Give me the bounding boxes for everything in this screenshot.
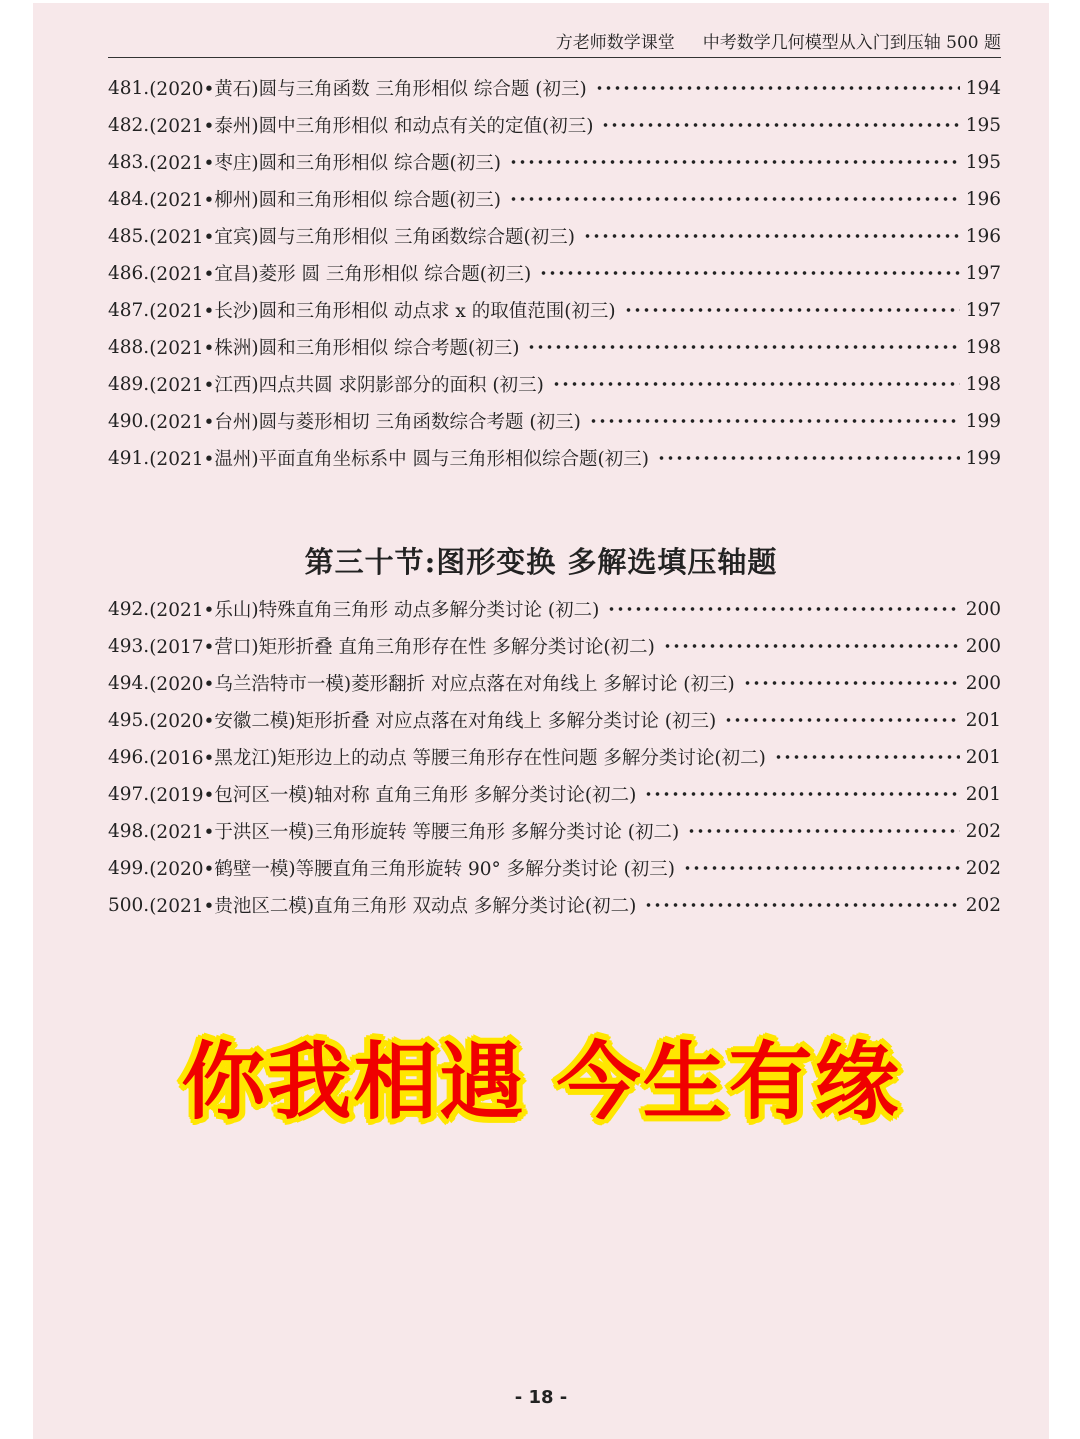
entry-page: 198 bbox=[965, 373, 1001, 395]
entry-number: 500. bbox=[108, 894, 150, 916]
entry-number: 487. bbox=[108, 299, 150, 321]
entry-number: 497. bbox=[108, 783, 150, 805]
entry-number: 494. bbox=[108, 672, 150, 694]
entry-page: 195 bbox=[965, 151, 1001, 173]
entry-page: 200 bbox=[965, 672, 1001, 694]
entry-title: (2021•于洪区一模)三角形旋转 等腰三角形 多解分类讨论 (初二) bbox=[149, 822, 680, 843]
entry-title: (2021•乐山)特殊直角三角形 动点多解分类讨论 (初二) bbox=[149, 600, 600, 621]
dot-leader bbox=[552, 381, 960, 387]
toc-entry[interactable] bbox=[108, 369, 1001, 399]
dot-leader bbox=[595, 85, 960, 91]
toc-entry[interactable] bbox=[108, 594, 1001, 624]
entry-number: 491. bbox=[108, 447, 150, 469]
dot-leader bbox=[774, 754, 960, 760]
entry-number: 496. bbox=[108, 746, 150, 768]
dot-leader bbox=[644, 791, 959, 797]
entry-page: 201 bbox=[965, 783, 1001, 805]
toc-entry[interactable] bbox=[108, 742, 1001, 772]
dot-leader bbox=[683, 865, 960, 871]
dot-leader bbox=[601, 122, 959, 128]
dot-leader bbox=[527, 344, 959, 350]
dot-leader bbox=[724, 717, 959, 723]
entry-title: (2021•枣庄)圆和三角形相似 综合题(初三) bbox=[149, 153, 501, 174]
entry-number: 489. bbox=[108, 373, 150, 395]
entry-number: 482. bbox=[108, 114, 150, 136]
entry-title: (2020•鹤壁一模)等腰直角三角形旋转 90° 多解分类讨论 (初三) bbox=[149, 859, 676, 880]
toc-entry[interactable] bbox=[108, 816, 1001, 846]
entry-title: (2020•黄石)圆与三角函数 三角形相似 综合题 (初三) bbox=[149, 79, 587, 100]
running-header bbox=[108, 31, 1001, 58]
entry-number: 488. bbox=[108, 336, 150, 358]
toc-entry[interactable] bbox=[108, 147, 1001, 177]
entry-title: (2021•泰州)圆中三角形相似 和动点有关的定值(初三) bbox=[149, 116, 594, 137]
entry-page: 199 bbox=[965, 410, 1001, 432]
entry-number: 493. bbox=[108, 635, 150, 657]
entry-title: (2021•柳州)圆和三角形相似 综合题(初三) bbox=[149, 190, 501, 211]
entry-title: (2020•安徽二模)矩形折叠 对应点落在对角线上 多解分类讨论 (初三) bbox=[149, 711, 717, 732]
entry-page: 195 bbox=[965, 114, 1001, 136]
entry-number: 484. bbox=[108, 188, 150, 210]
toc-entry[interactable] bbox=[108, 853, 1001, 883]
entry-title: (2021•宜宾)圆与三角形相似 三角函数综合题(初三) bbox=[149, 227, 575, 248]
dot-leader bbox=[644, 902, 959, 908]
section-heading: 第三十节:图形变换 多解选填压轴题 bbox=[304, 545, 778, 579]
toc-entry[interactable] bbox=[108, 258, 1001, 288]
entry-page: 201 bbox=[965, 709, 1001, 731]
entry-number: 483. bbox=[108, 151, 150, 173]
entry-page: 196 bbox=[965, 188, 1001, 210]
toc-entry[interactable] bbox=[108, 668, 1001, 698]
dot-leader bbox=[687, 828, 959, 834]
header-right-text: 中考数学几何模型从入门到压轴 500 题 bbox=[702, 33, 1001, 53]
entry-page: 200 bbox=[965, 635, 1001, 657]
entry-number: 499. bbox=[108, 857, 150, 879]
entry-page: 197 bbox=[965, 262, 1001, 284]
dot-leader bbox=[657, 455, 960, 461]
toc-entry[interactable] bbox=[108, 779, 1001, 809]
dot-leader bbox=[509, 196, 960, 202]
dot-leader bbox=[663, 643, 960, 649]
toc-entry[interactable] bbox=[108, 295, 1001, 325]
toc-entry[interactable] bbox=[108, 890, 1001, 920]
dot-leader bbox=[589, 418, 960, 424]
entry-title: (2021•宜昌)菱形 圆 三角形相似 综合题(初三) bbox=[149, 264, 532, 285]
entry-number: 495. bbox=[108, 709, 150, 731]
entry-number: 490. bbox=[108, 410, 150, 432]
dot-leader bbox=[583, 233, 960, 239]
entry-page: 197 bbox=[965, 299, 1001, 321]
entry-number: 485. bbox=[108, 225, 150, 247]
toc-entry[interactable] bbox=[108, 221, 1001, 251]
entry-page: 200 bbox=[965, 598, 1001, 620]
entry-page: 199 bbox=[965, 447, 1001, 469]
entry-title: (2021•贵池区二模)直角三角形 双动点 多解分类讨论(初二) bbox=[149, 896, 637, 917]
entry-page: 196 bbox=[965, 225, 1001, 247]
entry-number: 498. bbox=[108, 820, 150, 842]
entry-page: 201 bbox=[965, 746, 1001, 768]
entry-number: 486. bbox=[108, 262, 150, 284]
entry-title: (2021•江西)四点共圆 求阴影部分的面积 (初三) bbox=[149, 375, 544, 396]
entry-title: (2016•黑龙江)矩形边上的动点 等腰三角形存在性问题 多解分类讨论(初二) bbox=[149, 748, 766, 769]
toc-entry[interactable] bbox=[108, 184, 1001, 214]
entry-title: (2021•长沙)圆和三角形相似 动点求 x 的取值范围(初三) bbox=[149, 301, 616, 322]
toc-entry[interactable] bbox=[108, 332, 1001, 362]
entry-title: (2019•包河区一模)轴对称 直角三角形 多解分类讨论(初二) bbox=[149, 785, 637, 806]
toc-entry[interactable] bbox=[108, 406, 1001, 436]
toc-entry[interactable] bbox=[108, 705, 1001, 735]
entry-title: (2017•营口)矩形折叠 直角三角形存在性 多解分类讨论(初二) bbox=[149, 637, 655, 658]
dot-leader bbox=[539, 270, 959, 276]
entry-page: 198 bbox=[965, 336, 1001, 358]
entry-page: 202 bbox=[965, 857, 1001, 879]
entry-page: 202 bbox=[965, 894, 1001, 916]
page-number: - 18 - bbox=[514, 1387, 568, 1408]
entry-page: 202 bbox=[965, 820, 1001, 842]
entry-title: (2020•乌兰浩特市一模)菱形翻折 对应点落在对角线上 多解讨论 (初三) bbox=[149, 674, 735, 695]
document-page bbox=[33, 3, 1049, 1439]
header-left-text: 方老师数学课堂 bbox=[555, 33, 675, 53]
entry-page: 194 bbox=[965, 77, 1001, 99]
toc-entry[interactable] bbox=[108, 73, 1001, 103]
entry-title: (2021•台州)圆与菱形相切 三角函数综合考题 (初三) bbox=[149, 412, 581, 433]
entry-number: 481. bbox=[108, 77, 150, 99]
toc-entry[interactable] bbox=[108, 631, 1001, 661]
toc-entry[interactable] bbox=[108, 110, 1001, 140]
dot-leader bbox=[624, 307, 960, 313]
entry-title: (2021•温州)平面直角坐标系中 圆与三角形相似综合题(初三) bbox=[149, 449, 649, 470]
dot-leader bbox=[607, 606, 959, 612]
toc-entry[interactable] bbox=[108, 443, 1001, 473]
entry-title: (2021•株洲)圆和三角形相似 综合考题(初三) bbox=[149, 338, 520, 359]
slogan-banner: 你我相遇 今生有缘 bbox=[181, 1033, 901, 1131]
entry-number: 492. bbox=[108, 598, 150, 620]
dot-leader bbox=[509, 159, 960, 165]
dot-leader bbox=[743, 680, 960, 686]
